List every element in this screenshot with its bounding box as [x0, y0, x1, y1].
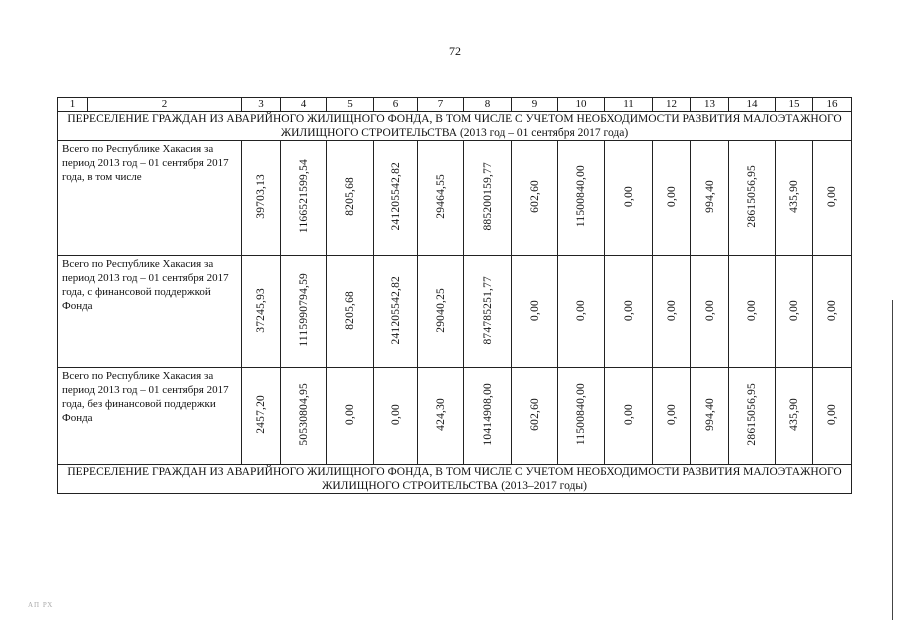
table-cell: 885200159,77	[464, 141, 512, 256]
column-number: 8	[464, 98, 512, 112]
table-cell: 0,00	[512, 256, 558, 368]
page-number: 72	[449, 44, 461, 58]
column-number: 7	[418, 98, 464, 112]
section-title-row	[58, 465, 852, 494]
table-cell: 241205542,82	[374, 141, 418, 256]
scan-edge-line	[892, 300, 893, 620]
column-number: 5	[327, 98, 374, 112]
column-number: 4	[281, 98, 327, 112]
column-number: 13	[691, 98, 729, 112]
table-cell: 0,00	[374, 368, 418, 465]
table-cell: 0,00	[558, 256, 605, 368]
table-cell: 37245,93	[242, 256, 281, 368]
table-cell: 0,00	[653, 141, 691, 256]
section-title-row	[58, 112, 852, 141]
table-cell: 1166521599,54	[281, 141, 327, 256]
table-cell: 39703,13	[242, 141, 281, 256]
table-cell: 241205542,82	[374, 256, 418, 368]
table-cell: 0,00	[813, 256, 852, 368]
table-cell: 28615056,95	[729, 141, 776, 256]
column-number: 14	[729, 98, 776, 112]
table-cell: 8205,68	[327, 256, 374, 368]
table-cell: 1115990794,59	[281, 256, 327, 368]
row-label: Всего по Республике Хакасия за период 2013 год – 01 сентября 2017 года, без финансовой поддержки Фонда	[58, 368, 242, 465]
table-cell: 0,00	[327, 368, 374, 465]
row-label: Всего по Республике Хакасия за период 2013 год – 01 сентября 2017 года, с финансовой поддержкой Фонда	[58, 256, 242, 368]
column-number: 10	[558, 98, 605, 112]
table-cell: 0,00	[813, 141, 852, 256]
table-cell: 0,00	[729, 256, 776, 368]
table-row	[58, 256, 852, 368]
column-number: 15	[776, 98, 813, 112]
table-cell: 50530804,95	[281, 368, 327, 465]
column-number: 11	[605, 98, 653, 112]
table-cell: 602,60	[512, 368, 558, 465]
row-label: Всего по Республике Хакасия за период 2013 год – 01 сентября 2017 года, в том числе	[58, 141, 242, 256]
table-cell: 0,00	[691, 256, 729, 368]
table-cell: 0,00	[776, 256, 813, 368]
table-cell: 29464,55	[418, 141, 464, 256]
column-number: 3	[242, 98, 281, 112]
table-cell: 602,60	[512, 141, 558, 256]
column-number: 6	[374, 98, 418, 112]
table-cell: 28615056,95	[729, 368, 776, 465]
table-cell: 435,90	[776, 141, 813, 256]
table-cell: 10414908,00	[464, 368, 512, 465]
table-cell: 11500840,00	[558, 368, 605, 465]
table-row	[58, 141, 852, 256]
table-cell: 424,30	[418, 368, 464, 465]
table-cell: 0,00	[813, 368, 852, 465]
column-number: 9	[512, 98, 558, 112]
section-title: ПЕРЕСЕЛЕНИЕ ГРАЖДАН ИЗ АВАРИЙНОГО ЖИЛИЩНОГО ФОНДА, В ТОМ ЧИСЛЕ С УЧЕТОМ НЕОБХОДИМОСТИ РАЗВИТИЯ МАЛОЭТАЖНОГО ЖИЛИЩНОГО СТРОИТЕЛЬСТВА (2013 год – 01 сентября 2017 года)	[58, 112, 852, 141]
table-cell: 435,90	[776, 368, 813, 465]
column-number: 12	[653, 98, 691, 112]
table-cell: 0,00	[605, 141, 653, 256]
table-cell: 29040,25	[418, 256, 464, 368]
table-cell: 11500840,00	[558, 141, 605, 256]
column-number: 16	[813, 98, 852, 112]
table-cell: 8205,68	[327, 141, 374, 256]
table-cell: 994,40	[691, 368, 729, 465]
column-number: 2	[88, 98, 242, 112]
table-cell: 0,00	[605, 256, 653, 368]
table-cell: 0,00	[653, 256, 691, 368]
section-title: ПЕРЕСЕЛЕНИЕ ГРАЖДАН ИЗ АВАРИЙНОГО ЖИЛИЩНОГО ФОНДА, В ТОМ ЧИСЛЕ С УЧЕТОМ НЕОБХОДИМОСТИ РАЗВИТИЯ МАЛОЭТАЖНОГО ЖИЛИЩНОГО СТРОИТЕЛЬСТВА (2013–2017 годы)	[58, 465, 852, 494]
table-cell: 0,00	[605, 368, 653, 465]
table-cell: 0,00	[653, 368, 691, 465]
column-number-row	[58, 98, 852, 112]
table-cell: 994,40	[691, 141, 729, 256]
scan-mark: АП РХ	[28, 601, 54, 609]
data-table	[57, 97, 852, 494]
column-number: 1	[58, 98, 88, 112]
table-cell: 874785251,77	[464, 256, 512, 368]
table-row	[58, 368, 852, 465]
table-cell: 2457,20	[242, 368, 281, 465]
